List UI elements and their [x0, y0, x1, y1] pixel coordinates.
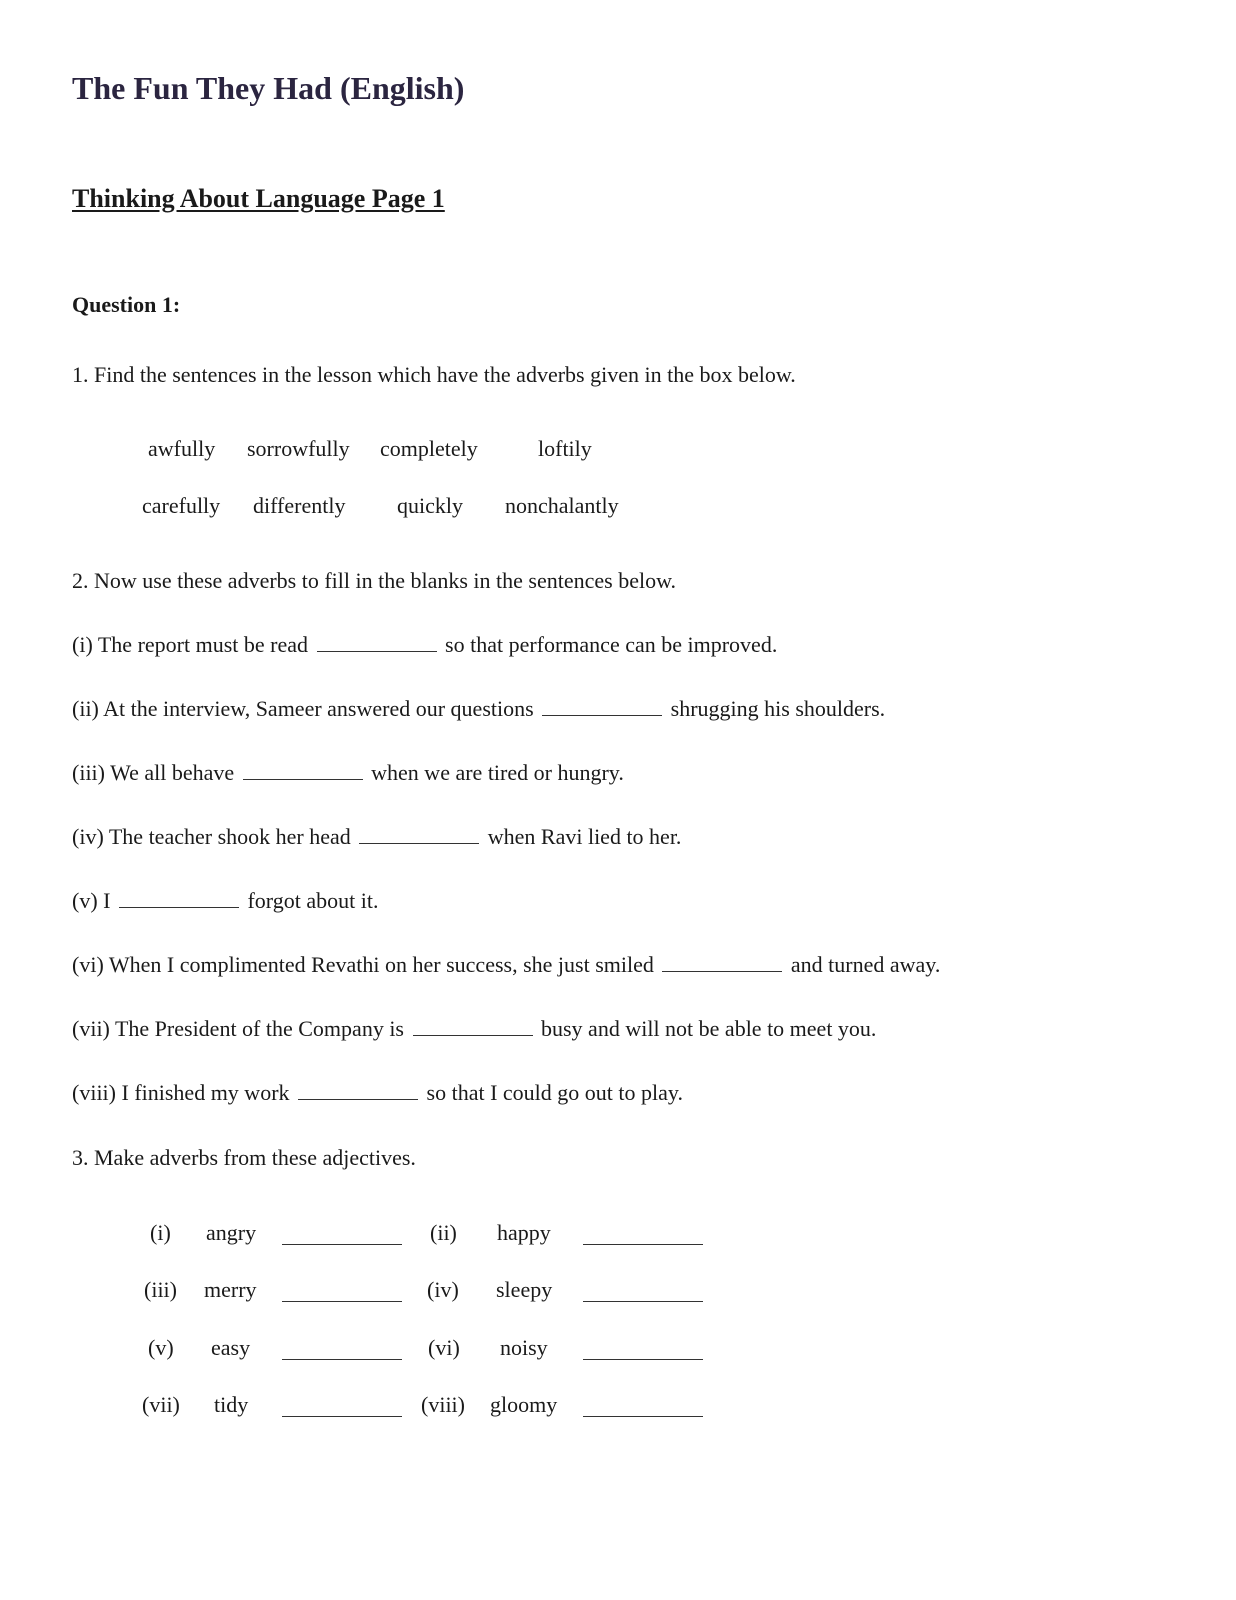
answer-blank[interactable]: [359, 825, 479, 844]
adverb-word: loftily: [538, 436, 592, 461]
sentence-before: (vii) The President of the Company is: [72, 1016, 404, 1041]
sentence-item: [72, 824, 681, 850]
answer-blank[interactable]: [542, 697, 662, 716]
answer-blank[interactable]: [583, 1244, 703, 1245]
adverb-word: nonchalantly: [505, 493, 619, 518]
adjective-number: (vi): [428, 1335, 460, 1360]
sentence-item: [72, 952, 940, 978]
sentence-before: (i) The report must be read: [72, 632, 309, 657]
adverb-word: completely: [380, 436, 478, 461]
answer-blank[interactable]: [119, 889, 239, 908]
adjective-word: sleepy: [496, 1277, 553, 1302]
sentence-item: [72, 632, 777, 658]
answer-blank[interactable]: [583, 1301, 703, 1302]
section-subtitle: Thinking About Language Page 1: [72, 184, 445, 213]
sentence-before: (viii) I finished my work: [72, 1080, 290, 1105]
sentence-item: [72, 1080, 683, 1106]
page-title: The Fun They Had (English): [72, 70, 465, 106]
adjective-number: (i): [150, 1220, 171, 1245]
sentence-after: when Ravi lied to her.: [487, 824, 682, 849]
answer-blank[interactable]: [298, 1081, 418, 1100]
adjective-word: happy: [497, 1220, 551, 1245]
adjective-number: (vii): [142, 1392, 180, 1417]
answer-blank[interactable]: [282, 1359, 402, 1360]
sentence-item: [72, 1016, 876, 1042]
sentence-item: [72, 696, 885, 722]
adjective-number: (v): [148, 1335, 174, 1360]
adjective-number: (ii): [430, 1220, 457, 1245]
answer-blank[interactable]: [243, 761, 363, 780]
answer-blank[interactable]: [282, 1301, 402, 1302]
sentence-after: and turned away.: [790, 952, 941, 977]
sentence-before: (iv) The teacher shook her head: [72, 824, 351, 849]
adverb-word: quickly: [397, 493, 463, 518]
adjective-word: noisy: [500, 1335, 548, 1360]
sentence-after: shrugging his shoulders.: [670, 696, 886, 721]
answer-blank[interactable]: [317, 633, 437, 652]
answer-blank[interactable]: [583, 1416, 703, 1417]
sentence-after: busy and will not be able to meet you.: [541, 1016, 877, 1041]
sentence-before: (vi) When I complimented Revathi on her success, she just smiled: [72, 952, 654, 977]
sentence-item: [72, 760, 624, 786]
adverb-word: carefully: [142, 493, 221, 518]
adjective-word: easy: [211, 1335, 251, 1360]
sentence-after: so that I could go out to play.: [426, 1080, 683, 1105]
instruction-1: 1. Find the sentences in the lesson which have the adverbs given in the box below.: [72, 362, 796, 387]
answer-blank[interactable]: [413, 1017, 533, 1036]
adjective-word: merry: [204, 1277, 257, 1302]
adjective-word: gloomy: [490, 1392, 558, 1417]
adverb-word: sorrowfully: [247, 436, 350, 461]
instruction-3: 3. Make adverbs from these adjectives.: [72, 1145, 416, 1170]
answer-blank[interactable]: [282, 1416, 402, 1417]
sentence-before: (ii) At the interview, Sameer answered our questions: [72, 696, 534, 721]
sentence-before: (v) I: [72, 888, 111, 913]
adjective-word: angry: [206, 1220, 257, 1245]
answer-blank[interactable]: [662, 953, 782, 972]
sentence-after: forgot about it.: [247, 888, 379, 913]
adjective-number: (iv): [427, 1277, 459, 1302]
question-heading: Question 1:: [72, 292, 181, 317]
adverb-word: differently: [253, 493, 346, 518]
instruction-2: 2. Now use these adverbs to fill in the blanks in the sentences below.: [72, 568, 677, 593]
sentence-after: so that performance can be improved.: [445, 632, 778, 657]
adjective-word: tidy: [214, 1392, 249, 1417]
answer-blank[interactable]: [282, 1244, 402, 1245]
adjective-number: (viii): [421, 1392, 465, 1417]
adverb-word: awfully: [148, 436, 216, 461]
adjective-number: (iii): [144, 1277, 177, 1302]
sentence-before: (iii) We all behave: [72, 760, 235, 785]
sentence-item: [72, 888, 378, 914]
answer-blank[interactable]: [583, 1359, 703, 1360]
sentence-after: when we are tired or hungry.: [371, 760, 624, 785]
